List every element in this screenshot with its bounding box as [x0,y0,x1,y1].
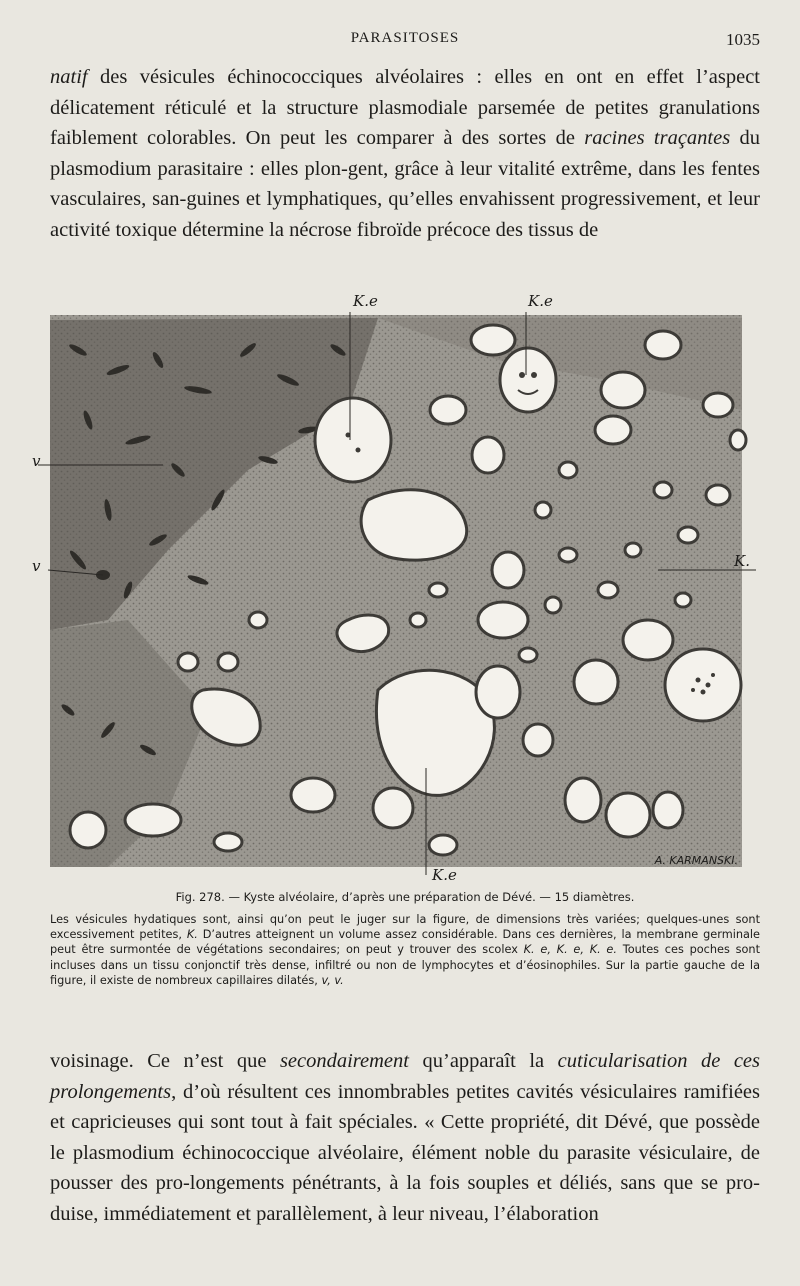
italic-phrase: racines traçantes [584,127,731,149]
paragraph-text: qu’apparaît la [408,1050,558,1072]
histology-engraving [32,290,752,884]
caption-ref: K. [186,928,198,942]
figure-label-ke: K.e [432,866,457,884]
italic-phrase: cuticularisation de ces prolongements [50,1050,760,1103]
vesicle-scolex [665,649,741,721]
caption-ref: v, v. [321,973,344,987]
paragraph-bottom [50,1046,760,1229]
italic-word: natif [50,66,88,88]
caption-text: Toutes ces poches sont incluses dans un tissu conjonctif très dense, infiltré ou non de lymphocytes et d’éosinophiles. Sur la partie gauche de la figure, il existe de nombreux capillaires dilatés, [50,943,760,987]
figure-label-k: K. [734,552,750,570]
figure-label-ke: K.e [353,292,378,310]
figure-label-v: v [32,557,41,575]
caption-ref: K. e, K. e, K. e. [523,943,617,957]
page-header [50,30,760,54]
paragraph-top [50,62,760,245]
paragraph-text: voisinage. Ce n’est que [50,1050,280,1072]
caption-text: Les vésicules hydatiques sont, ainsi qu’on peut le juger sur la figure, de dimensions très variées; quelques-unes sont excessivement petites, [50,913,760,942]
paragraph-text: du plasmodium parasitaire : elles plon-gent, grâce à leur vitalité extrême, dans les fentes vasculaires, san-guines et lymphatiques, qu’elles envahissent progressivement, et leur activité toxique détermine la nécrose fibroïde précoce des tissus de [50,127,760,241]
paragraph-text: , d’où résultent ces innombrables petites cavités vésiculaires ramifiées et capricieuses qui sont tout à fait spéciales. « Cette propriété, dit Dévé, que possède le plasmodium échinococcique alvéolaire, élément noble du parasite vésiculaire, de pousser des pro-longements pénétrants, à la fois souples et déliés, sans que se pro-duise, immédiatement et parallèlement, à leur niveau, l’élaboration [50,1080,760,1225]
figure-label-ke: K.e [528,292,553,310]
figure-caption-title: Fig. 278. — Kyste alvéolaire, d’après une préparation de Dévé. — 15 diamètres. [175,890,635,904]
vesicle-scolex [500,348,556,412]
engraver-signature: A. KARMANSKI. [654,854,738,867]
vesicle-large [361,490,467,560]
page-number: 1035 [726,30,760,49]
italic-word: secondairement [279,1050,409,1072]
running-head: PARASITOSES [350,30,460,46]
caption-text: D’autres atteignent un volume assez considérable. Dans ces dernières, la membrane germinale peut être surmontée de végétations secondaires; on peut y trouver des scolex [50,928,761,957]
figure-label-v: v [32,452,41,470]
figure-caption-body [50,912,760,988]
figure-278 [32,290,752,884]
paragraph-text: des vésicules échinococciques alvéolaires : elles en ont en effet l’aspect délicatement réticulé et la structure plasmodiale parsemée de petites granulations faiblement colorables. On peut les comparer à des sortes de [50,66,760,149]
vesicle-large [315,398,391,482]
